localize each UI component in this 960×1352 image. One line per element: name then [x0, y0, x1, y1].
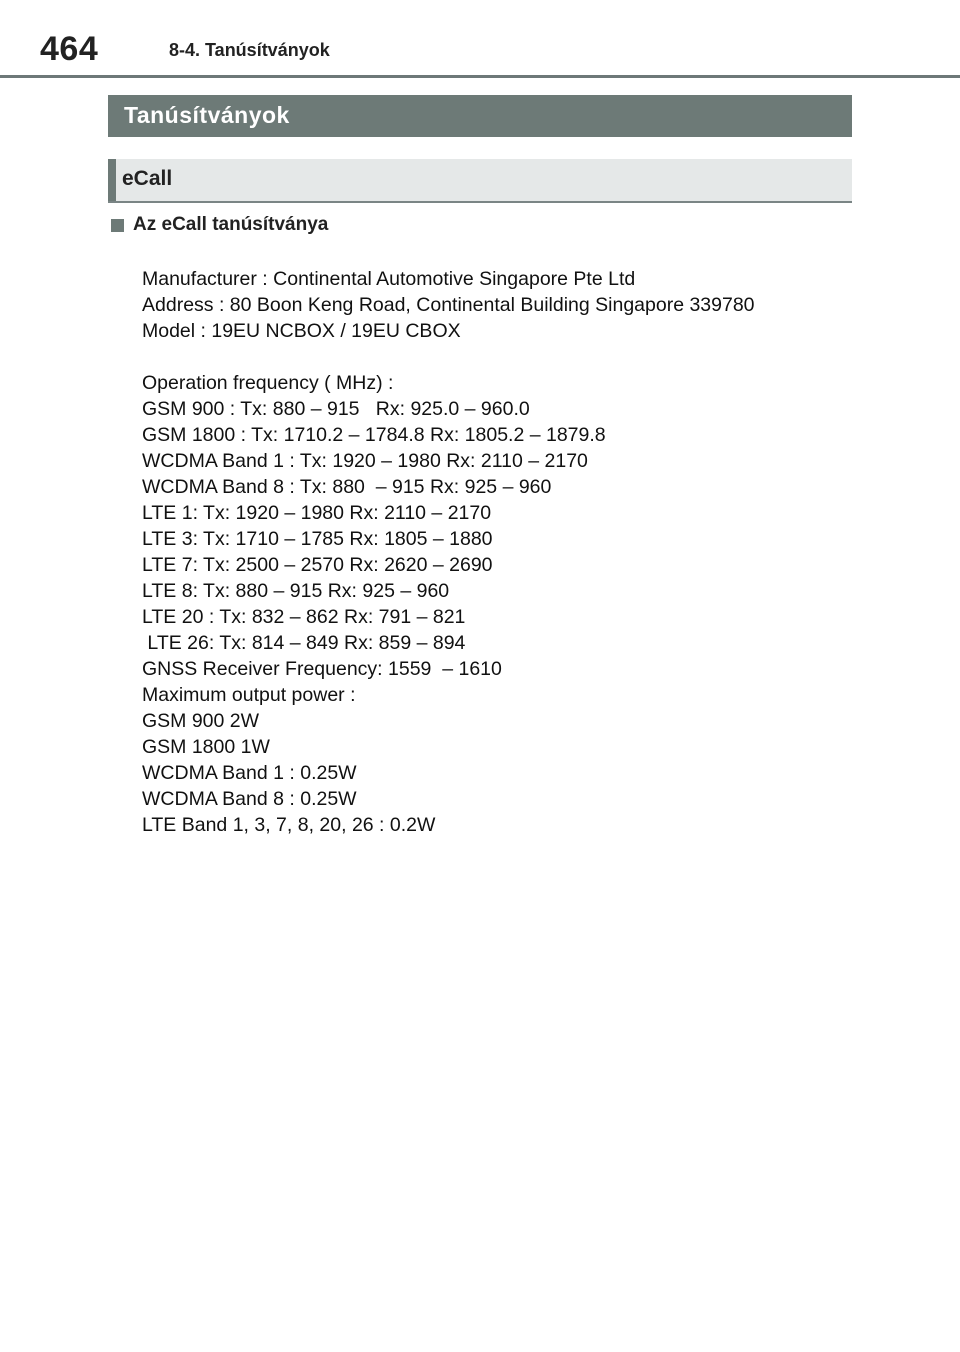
cert-line: GSM 1800 1W: [142, 736, 270, 758]
cert-line: LTE Band 1, 3, 7, 8, 20, 26 : 0.2W: [142, 814, 436, 836]
cert-line: GSM 1800 : Tx: 1710.2 – 1784.8 Rx: 1805.2 – 1879.8: [142, 424, 606, 446]
cert-line: WCDMA Band 1 : Tx: 1920 – 1980 Rx: 2110 – 2170: [142, 450, 588, 472]
subsection-banner: [108, 159, 852, 203]
cert-line: LTE 8: Tx: 880 – 915 Rx: 925 – 960: [142, 580, 450, 602]
address-line: Address : 80 Boon Keng Road, Continental Building Singapore 339780: [142, 294, 755, 316]
cert-line: LTE 1: Tx: 1920 – 1980 Rx: 2110 – 2170: [142, 502, 492, 524]
subsection-accent: [108, 159, 116, 201]
cert-line: LTE 3: Tx: 1710 – 1785 Rx: 1805 – 1880: [142, 528, 493, 550]
subsection-title: eCall: [122, 167, 173, 190]
chapter-title: 8-4. Tanúsítványok: [169, 40, 330, 60]
cert-line: GSM 900 2W: [142, 710, 260, 732]
manufacturer-line: Manufacturer : Continental Automotive Singapore Pte Ltd: [142, 268, 636, 290]
cert-line: Operation frequency ( MHz) :: [142, 372, 394, 394]
cert-line: Maximum output power :: [142, 684, 356, 706]
cert-line: LTE 7: Tx: 2500 – 2570 Rx: 2620 – 2690: [142, 554, 493, 576]
bullet-heading: [111, 214, 328, 236]
section-banner: [108, 95, 852, 137]
cert-line: GSM 900 : Tx: 880 – 915 Rx: 925.0 – 960.0: [142, 398, 530, 420]
square-bullet-icon: [111, 219, 124, 232]
cert-line: WCDMA Band 1 : 0.25W: [142, 762, 357, 784]
cert-line: WCDMA Band 8 : Tx: 880 – 915 Rx: 925 – 960: [142, 476, 552, 498]
cert-line: LTE 26: Tx: 814 – 849 Rx: 859 – 894: [142, 632, 466, 654]
page-number: 464: [40, 30, 99, 68]
cert-line: LTE 20 : Tx: 832 – 862 Rx: 791 – 821: [142, 606, 466, 628]
bullet-heading-text: Az eCall tanúsítványa: [133, 214, 329, 235]
cert-line: GNSS Receiver Frequency: 1559 – 1610: [142, 658, 502, 680]
model-line: Model : 19EU NCBOX / 19EU CBOX: [142, 320, 461, 342]
section-title: Tanúsítványok: [124, 102, 290, 128]
spacer: [142, 344, 755, 370]
header-divider: [0, 75, 960, 78]
cert-line: WCDMA Band 8 : 0.25W: [142, 788, 357, 810]
certificate-block: [142, 266, 755, 838]
